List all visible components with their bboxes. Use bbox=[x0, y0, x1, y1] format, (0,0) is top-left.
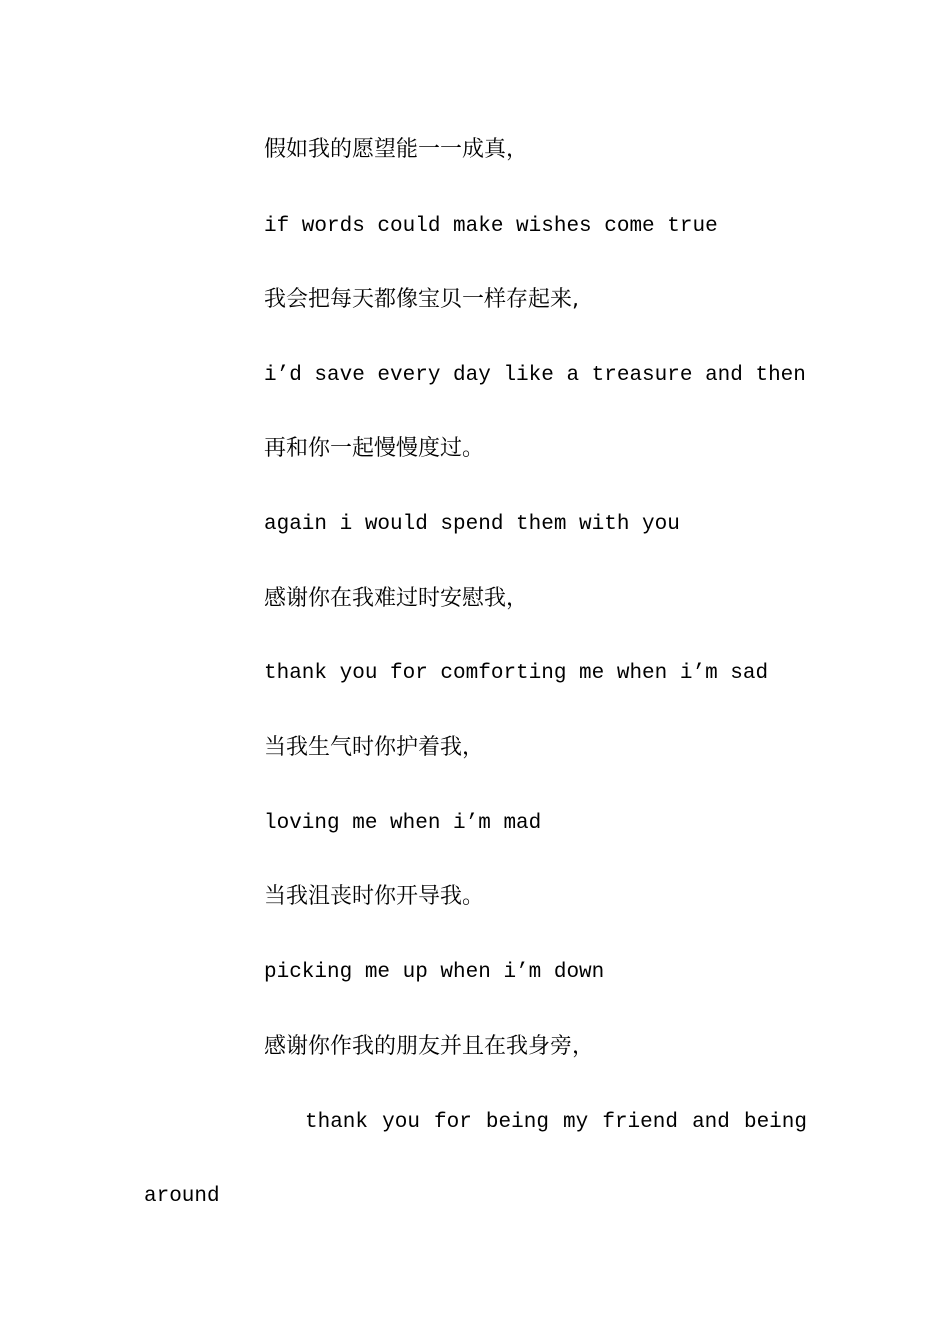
poem-line-en-5: loving me when i’m mad bbox=[264, 812, 542, 835]
poem-word: my bbox=[563, 1111, 589, 1134]
poem-word: being bbox=[485, 1111, 549, 1134]
poem-word: friend bbox=[602, 1111, 678, 1134]
poem-word: and bbox=[692, 1111, 730, 1134]
poem-line-en-2: i’d save every day like a treasure and then bbox=[264, 364, 806, 387]
poem-line-zh-2: 我会把每天都像宝贝一样存起来, bbox=[264, 287, 579, 312]
poem-line-en-6: picking me up when i’m down bbox=[264, 961, 605, 984]
poem-word: thank bbox=[305, 1111, 369, 1134]
poem-line-en-7-tail: around bbox=[144, 1185, 220, 1208]
poem-line-zh-7: 感谢你作我的朋友并且在我身旁， bbox=[264, 1034, 595, 1059]
poem-line-en-1: if words could make wishes come true bbox=[264, 215, 718, 238]
poem-line-en-4: thank you for comforting me when i’m sad bbox=[264, 662, 769, 685]
poem-word: you bbox=[382, 1111, 420, 1134]
poem-line-zh-6: 当我沮丧时你开导我。 bbox=[264, 884, 485, 909]
poem-line-zh-5: 当我生气时你护着我， bbox=[264, 735, 485, 760]
poem-line-zh-3: 再和你一起慢慢度过。 bbox=[264, 436, 485, 461]
poem-word: being bbox=[743, 1111, 807, 1134]
poem-word: for bbox=[434, 1111, 472, 1134]
poem-line-zh-1: 假如我的愿望能一一成真， bbox=[264, 137, 529, 162]
poem-line-en-3: again i would spend them with you bbox=[264, 513, 680, 536]
poem-line-zh-4: 感谢你在我难过时安慰我， bbox=[264, 586, 529, 611]
poem-line-en-7 bbox=[305, 1112, 807, 1133]
